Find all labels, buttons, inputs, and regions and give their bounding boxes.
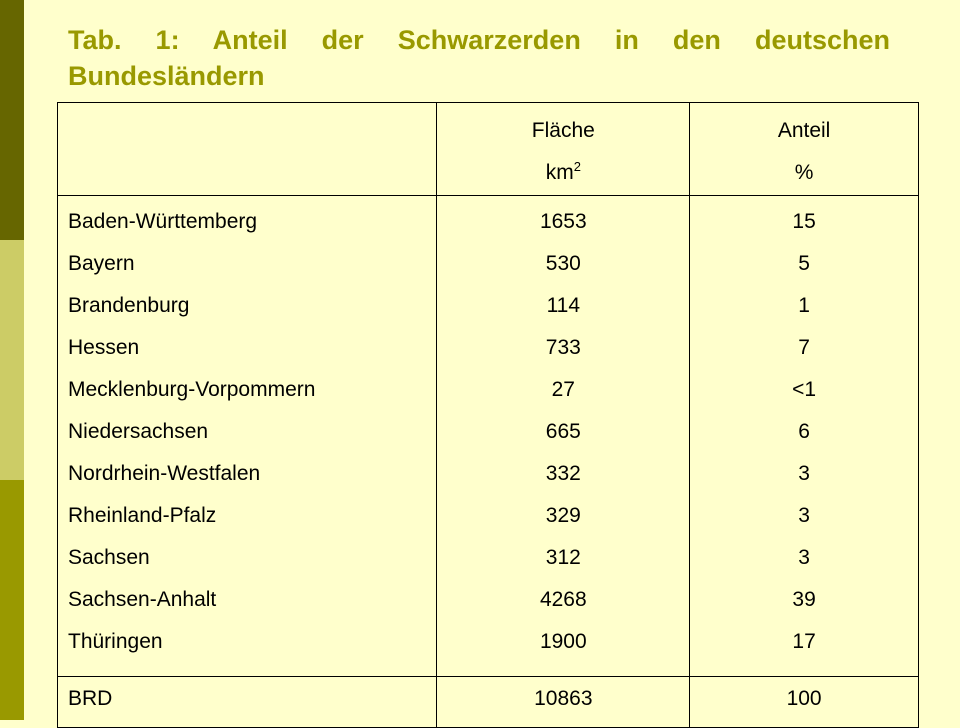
land-name: Rheinland-Pfalz	[68, 504, 217, 527]
land-name: Mecklenburg-Vorpommern	[68, 378, 316, 401]
total-label: BRD	[58, 677, 437, 728]
land-name: Brandenburg	[68, 294, 190, 317]
land-name: Niedersachsen	[68, 420, 209, 443]
schwarzerden-table	[57, 102, 919, 728]
header-flaeche-unit	[437, 161, 689, 185]
title-line-2: Bundesländern	[68, 61, 265, 91]
anteil-value: 17	[792, 630, 816, 653]
land-name: Baden-Württemberg	[68, 210, 258, 233]
anteil-value: 7	[798, 336, 810, 359]
anteil-value: 3	[798, 504, 810, 527]
flaeche-value: 332	[545, 462, 581, 485]
flaeche-value: 665	[545, 420, 581, 443]
sidebar-accent-mid	[0, 480, 24, 720]
land-name: Nordrhein-Westfalen	[68, 462, 261, 485]
anteil-column	[690, 196, 919, 677]
anteil-value: 15	[792, 210, 816, 233]
flaeche-value: 1653	[539, 210, 587, 233]
header-flaeche-unit-base: km	[545, 161, 574, 184]
table-header-row	[58, 103, 919, 196]
laender-column	[58, 196, 437, 677]
flaeche-value: 329	[545, 504, 581, 527]
sidebar-accent-light	[0, 240, 24, 480]
anteil-value: 3	[798, 462, 810, 485]
flaeche-value: 27	[551, 378, 575, 401]
total-anteil: 100	[690, 677, 919, 728]
flaeche-value: 312	[545, 546, 581, 569]
header-flaeche-label: Fläche	[531, 119, 595, 142]
title-line-1: Tab. 1: Anteil der Schwarzerden in den deutschen	[68, 25, 890, 55]
land-name: Bayern	[68, 252, 135, 275]
header-anteil-unit: %	[794, 161, 814, 184]
total-flaeche: 10863	[437, 677, 690, 728]
flaeche-value: 530	[545, 252, 581, 275]
header-flaeche-unit-exp: 2	[573, 159, 581, 174]
flaeche-column	[437, 196, 690, 677]
slide-title	[68, 22, 890, 94]
header-anteil-label: Anteil	[777, 119, 831, 142]
table-body-row	[58, 196, 919, 677]
flaeche-value: 1900	[539, 630, 587, 653]
header-anteil-cell	[690, 103, 919, 196]
sidebar-accent-dark	[0, 0, 24, 240]
anteil-value: 39	[792, 588, 816, 611]
land-name: Hessen	[68, 336, 140, 359]
header-flaeche-cell	[437, 103, 690, 196]
anteil-value: <1	[792, 378, 817, 401]
anteil-value: 3	[798, 546, 810, 569]
flaeche-value: 733	[545, 336, 581, 359]
land-name: Thüringen	[68, 630, 163, 653]
anteil-value: 6	[798, 420, 810, 443]
land-name: Sachsen	[68, 546, 150, 569]
land-name: Sachsen-Anhalt	[68, 588, 217, 611]
anteil-value: 5	[798, 252, 810, 275]
flaeche-value: 4268	[539, 588, 587, 611]
header-empty-cell	[58, 103, 437, 196]
anteil-value: 1	[798, 294, 810, 317]
flaeche-value: 114	[546, 294, 581, 317]
